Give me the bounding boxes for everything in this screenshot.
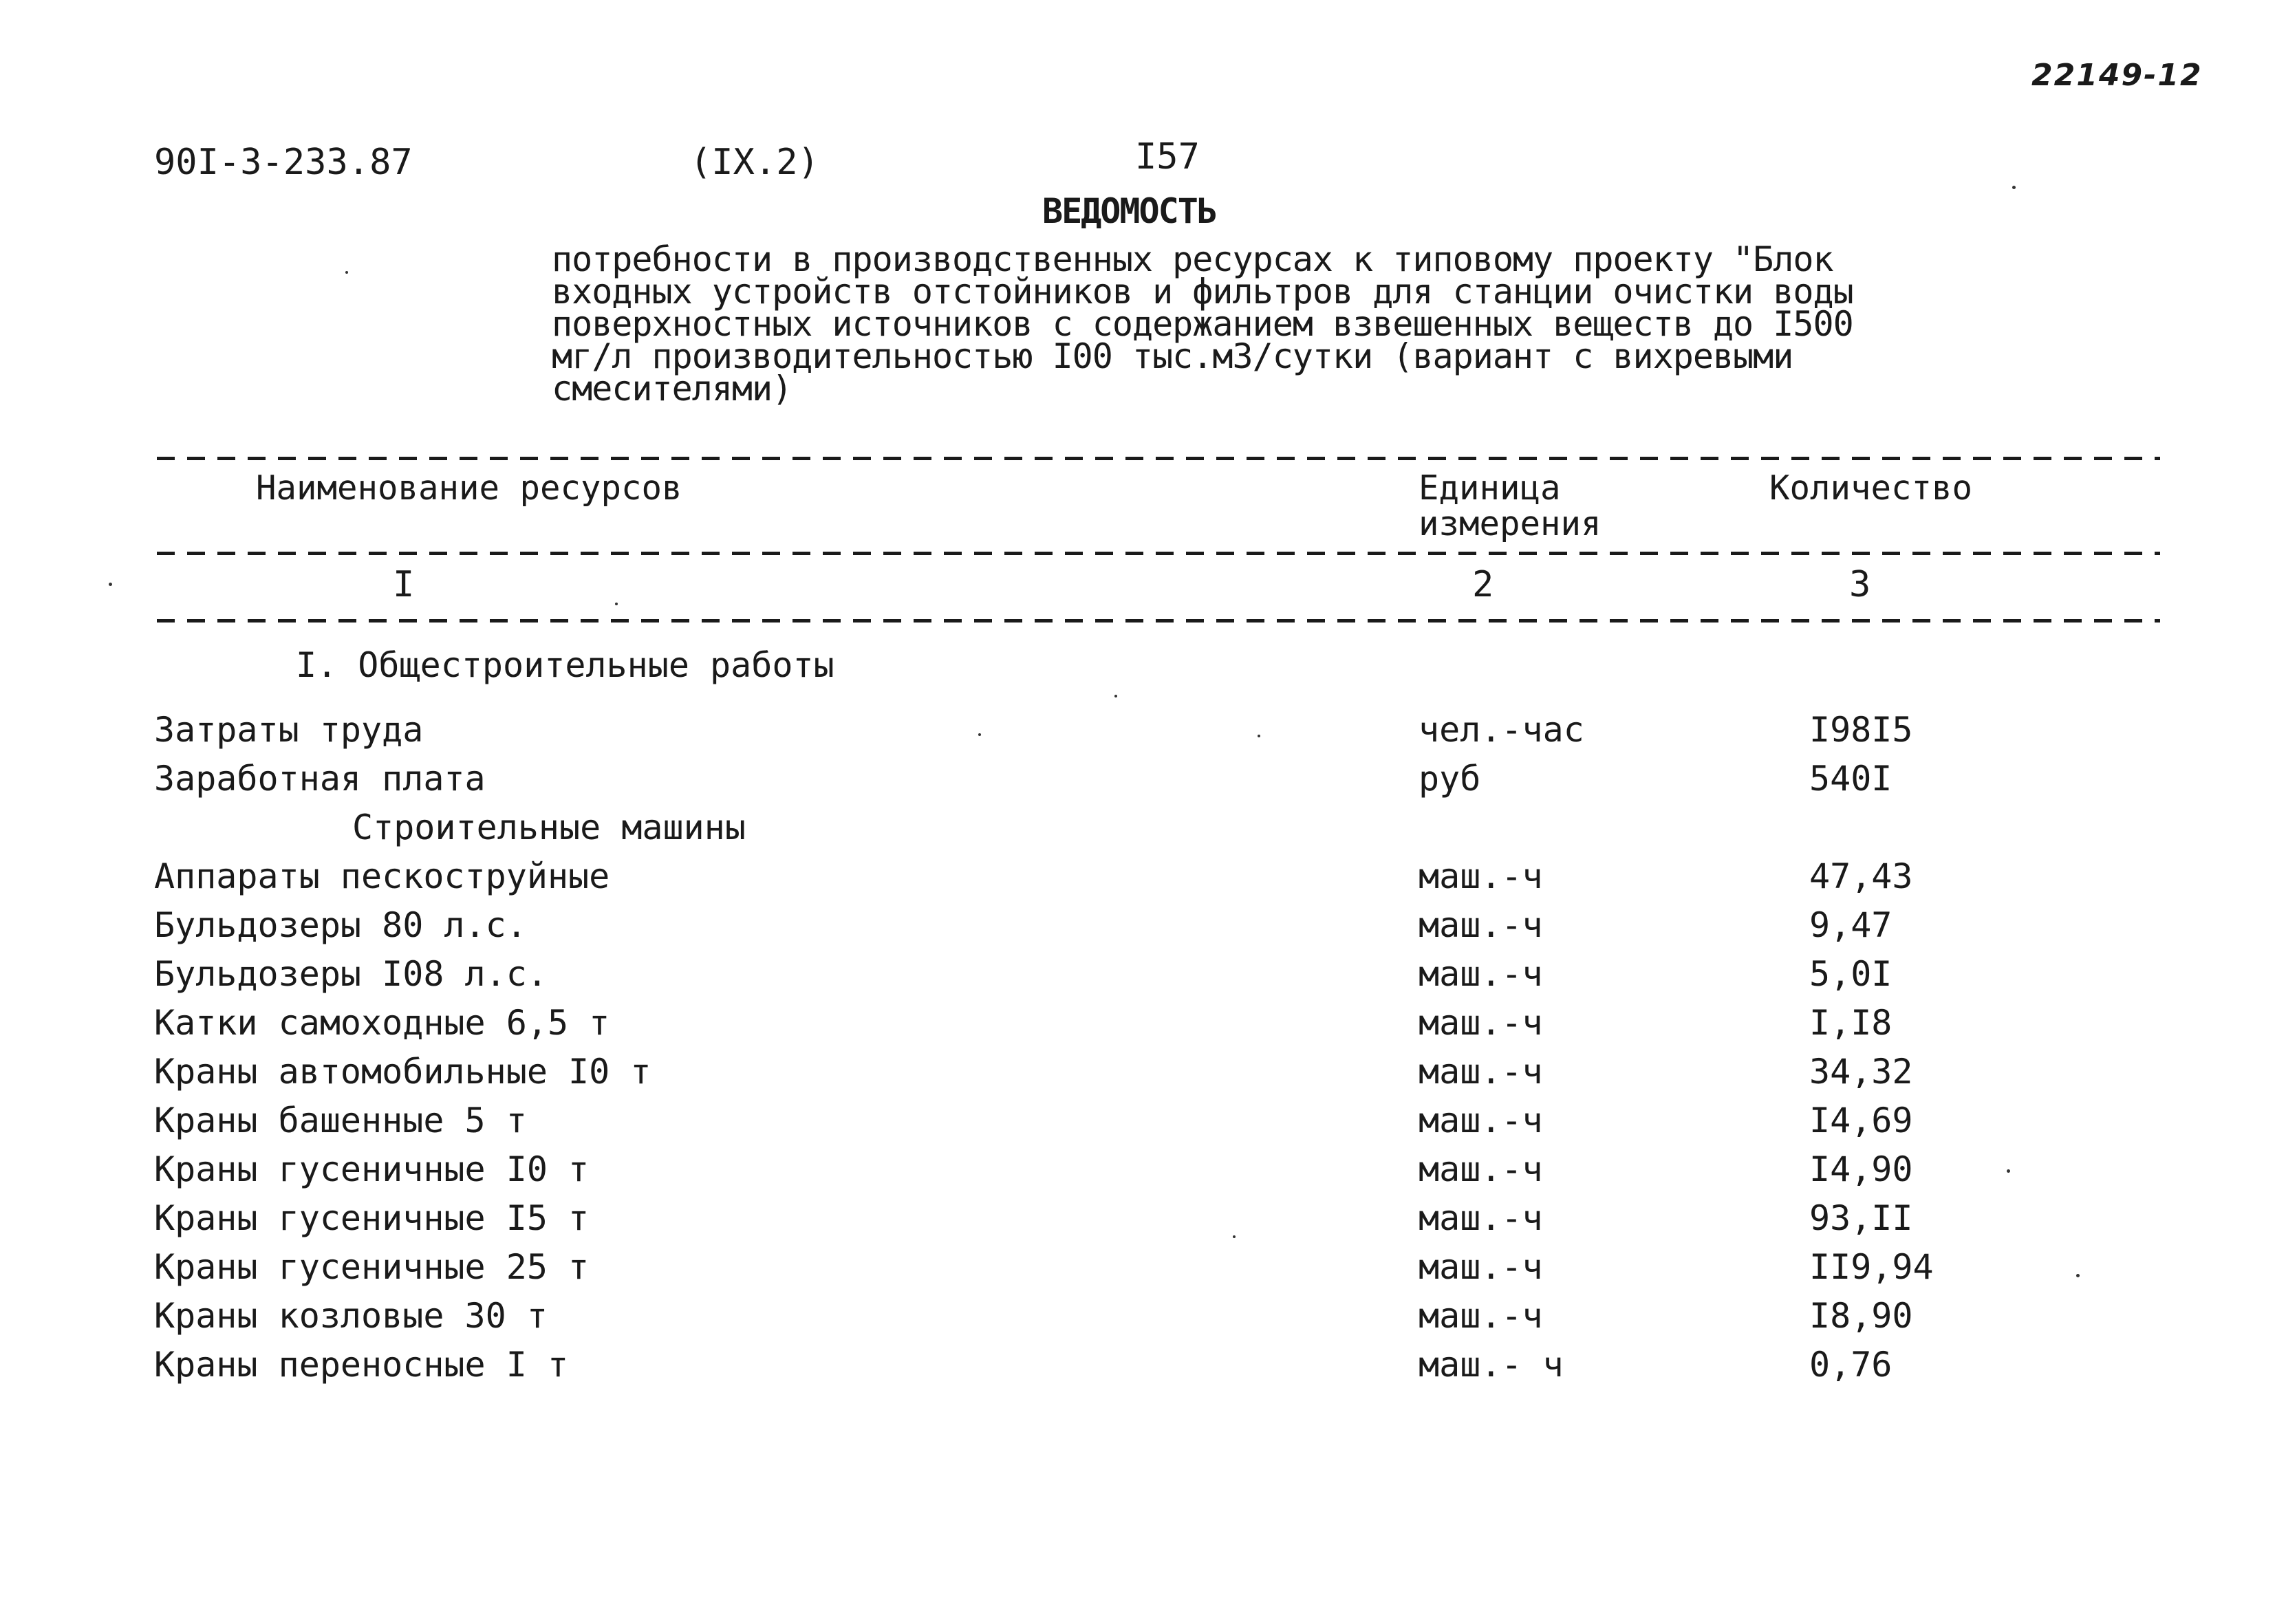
resource-quantity: I,I8 [1809, 1003, 1893, 1043]
intro-line: мг/л производительностью I00 тыс.м3/сутки (вариант с вихревыми [552, 336, 1793, 376]
resource-quantity: 5,0I [1809, 954, 1893, 994]
column-header-name: Наименование ресурсов [256, 468, 682, 508]
resource-name: Бульдозеры 80 л.с. [154, 905, 527, 945]
resource-name: Катки самоходные 6,5 т [154, 1003, 610, 1043]
scan-speck [978, 733, 981, 736]
resource-quantity: 34,32 [1809, 1052, 1913, 1092]
resource-quantity: I4,69 [1809, 1101, 1913, 1140]
table-top-rule [157, 457, 2160, 460]
page-number: I57 [1135, 136, 1200, 177]
resource-name: Краны автомобильные I0 т [154, 1052, 651, 1092]
resource-unit: маш.- ч [1419, 1345, 1564, 1385]
scan-speck [615, 603, 618, 605]
intro-line: входных устройств отстойников и фильтров для станции очистки воды [552, 272, 1853, 312]
resource-name: Краны гусеничные 25 т [154, 1247, 590, 1287]
resource-quantity: 9,47 [1809, 905, 1893, 945]
resource-quantity: 540I [1809, 759, 1893, 799]
column-header-quantity: Количество [1769, 468, 1973, 508]
resource-name: Аппараты пескоструйные [154, 856, 610, 896]
resource-unit: маш.-ч [1419, 1101, 1543, 1140]
document-title: ВЕДОМОСТЬ [1042, 191, 1216, 231]
resource-unit: маш.-ч [1419, 1296, 1543, 1336]
subsection-title: Строительные машины [352, 808, 746, 847]
resource-quantity: 93,II [1809, 1198, 1913, 1238]
scan-speck [1233, 1235, 1236, 1238]
column-number: 3 [1849, 564, 1871, 605]
resource-unit: маш.-ч [1419, 905, 1543, 945]
resource-quantity: 0,76 [1809, 1345, 1893, 1385]
scan-speck [2012, 186, 2016, 189]
resource-name: Затраты труда [154, 710, 424, 750]
resource-unit: руб [1419, 759, 1481, 799]
header-bottom-rule [157, 552, 2160, 555]
scan-speck [1114, 695, 1117, 697]
resource-unit: маш.-ч [1419, 1003, 1543, 1043]
column-header-unit-line: измерения [1419, 504, 1602, 543]
resource-name: Краны гусеничные I5 т [154, 1198, 590, 1238]
column-number: I [393, 564, 415, 605]
section-title: I. Общестроительные работы [296, 645, 834, 685]
resource-unit: маш.-ч [1419, 1149, 1543, 1189]
resource-quantity: I4,90 [1809, 1149, 1913, 1189]
resource-name: Бульдозеры I08 л.с. [154, 954, 548, 994]
section-code: (IX.2) [690, 142, 819, 183]
resource-quantity: II9,94 [1809, 1247, 1934, 1287]
resource-quantity: 47,43 [1809, 856, 1913, 896]
scan-speck [109, 583, 112, 586]
resource-name: Краны козловые 30 т [154, 1296, 548, 1336]
resource-quantity: I8,90 [1809, 1296, 1913, 1336]
column-number: 2 [1472, 564, 1494, 605]
resource-unit: маш.-ч [1419, 1052, 1543, 1092]
scan-speck [2007, 1169, 2010, 1173]
resource-name: Краны переносные I т [154, 1345, 569, 1385]
resource-name: Краны башенные 5 т [154, 1101, 527, 1140]
document-code: 90I-3-233.87 [154, 142, 413, 183]
scan-speck [2076, 1274, 2080, 1277]
resource-unit: маш.-ч [1419, 1198, 1543, 1238]
resource-unit: маш.-ч [1419, 954, 1543, 994]
resource-unit: маш.-ч [1419, 856, 1543, 896]
resource-name: Краны гусеничные I0 т [154, 1149, 590, 1189]
intro-line: смесителями) [552, 369, 793, 409]
resource-quantity: I98I5 [1809, 710, 1913, 750]
intro-line: потребности в производственных ресурсах к типовому проекту "Блок [552, 239, 1833, 279]
column-header-unit [1419, 470, 1602, 542]
scan-speck [1258, 735, 1260, 737]
handwritten-stamp: 22149-12 [2031, 58, 2203, 93]
scan-speck [345, 271, 348, 274]
intro-paragraph [552, 239, 1853, 409]
column-number-rule [157, 619, 2160, 622]
column-header-unit-line: Единица [1419, 468, 1561, 508]
resource-unit: чел.-час [1419, 710, 1584, 750]
intro-line: поверхностных источников с содержанием взвешенных веществ до I500 [552, 304, 1853, 344]
resource-name: Заработная плата [154, 759, 486, 799]
resource-unit: маш.-ч [1419, 1247, 1543, 1287]
